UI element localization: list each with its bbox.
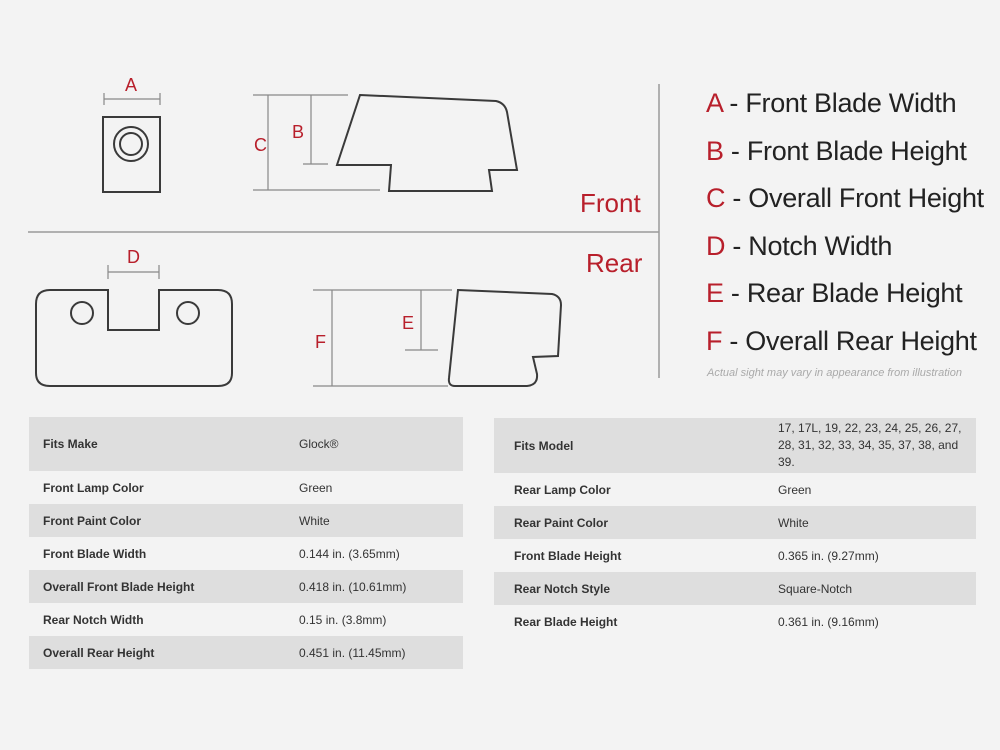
legend-text: - Front Blade Height [723,135,967,166]
legend-text: - Overall Front Height [725,183,984,213]
front-sight-end-view [103,117,160,192]
legend-text: - Front Blade Width [722,88,957,118]
specs-table-right [494,418,976,638]
label-c: C [254,135,267,155]
dimension-a [104,75,160,105]
spec-key: Rear Paint Color [494,506,764,539]
spec-key: Fits Make [29,417,285,471]
label-e: E [402,313,415,333]
legend-item-c [706,175,984,223]
spec-key: Rear Lamp Color [494,473,764,506]
spec-value: 0.418 in. (10.61mm) [285,570,463,603]
spec-value: White [285,504,463,537]
spec-value: White [764,506,976,539]
spec-value: 0.15 in. (3.8mm) [285,603,463,636]
label-f: F [315,332,326,352]
spec-key: Fits Model [494,418,764,473]
section-label-rear: Rear [586,248,643,278]
spec-key: Front Paint Color [29,504,285,537]
label-a: A [125,75,138,95]
dimension-d [108,247,159,279]
legend-letter: A [706,88,723,118]
legend-letter: B [706,135,724,166]
spec-value: 0.144 in. (3.65mm) [285,537,463,570]
legend-item-f [706,318,984,366]
illustration-disclaimer: Actual sight may vary in appearance from illustration [707,367,962,379]
rear-sight-end-view [36,290,232,386]
table-row [494,418,976,473]
legend-item-d [706,223,984,271]
dimension-f [313,290,452,386]
label-d: D [127,247,140,267]
section-label-front: Front [580,188,641,218]
spec-key: Overall Front Blade Height [29,570,285,603]
spec-key: Rear Notch Style [494,572,764,605]
legend-letter: D [706,230,726,261]
spec-value: 0.365 in. (9.27mm) [764,539,976,572]
table-row [494,572,976,605]
table-row [29,504,463,537]
legend-letter: E [706,278,724,308]
table-row [29,570,463,603]
spec-value: 0.451 in. (11.45mm) [285,636,463,669]
rear-sight-side-view [449,290,561,386]
spec-key: Overall Rear Height [29,636,285,669]
spec-value: Green [764,473,976,506]
table-row [494,539,976,572]
spec-key: Front Blade Width [29,537,285,570]
legend-text: - Overall Rear Height [722,325,977,356]
dimension-c [253,95,380,190]
table-row [494,473,976,506]
dimension-legend [706,80,984,365]
legend-text: - Rear Blade Height [723,278,963,308]
table-row [29,537,463,570]
legend-item-b [706,128,984,176]
legend-letter: C [706,183,726,213]
legend-letter: F [706,325,723,356]
specs-table-left [29,417,463,669]
spec-key: Front Blade Height [494,539,764,572]
legend-item-a [706,80,984,128]
table-row [29,417,463,471]
table-row [29,603,463,636]
table-row [494,605,976,638]
table-row [494,506,976,539]
label-b: B [292,122,305,142]
table-row [29,471,463,504]
spec-value: Glock® [285,417,463,471]
legend-item-e [706,270,984,318]
dimension-b [292,95,328,164]
spec-key: Front Lamp Color [29,471,285,504]
spec-value: Green [285,471,463,504]
spec-key: Rear Blade Height [494,605,764,638]
legend-text: - Notch Width [725,230,893,261]
spec-value: Square-Notch [764,572,976,605]
spec-value: 17, 17L, 19, 22, 23, 24, 25, 26, 27, 28, 31, 32, 33, 34, 35, 37, 38, and 39. [764,418,976,473]
dimension-e [402,290,438,350]
front-sight-side-view [337,95,517,191]
spec-value: 0.361 in. (9.16mm) [764,605,976,638]
spec-key: Rear Notch Width [29,603,285,636]
table-row [29,636,463,669]
